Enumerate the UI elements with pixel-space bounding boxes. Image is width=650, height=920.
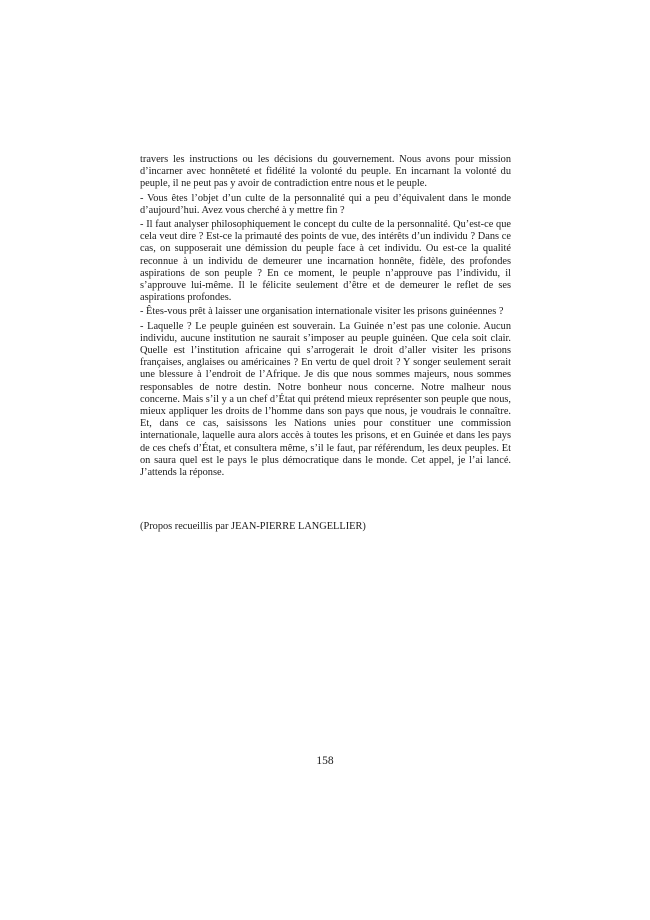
page-number: 158	[316, 755, 334, 767]
question-personality-cult: - Vous êtes l’objet d’un culte de la personnalité qui a peu d’équivalent dans le monde d’aujourd’hui. Avez vous cherché à y mettre fin ?	[140, 192, 511, 216]
body-text	[140, 154, 511, 481]
answer-prisons: - Laquelle ? Le peuple guinéen est souverain. La Guinée n’est pas une colonie. Aucun individu, aucune institution ne saurait s’imposer au peuple guinéen. Que cela soit clair. Quelle est l’institution africaine qui s’arrogerait le droit d’aller visiter les prisons françaises, anglaises ou américaines ? En vertu de quel droit ? Y songer seulement serait une blessure à l’endroit de l’Afrique. Je dis que nous sommes majeurs, nous sommes responsables de notre destin. Notre bonheur nous concerne. Notre malheur nous concerne. Mais s’il y a un chef d’État qui prétend mieux représenter son peuple que nous, mieux appliquer les droits de l’homme dans son pays que nous, je voudrais le connaître. Et, dans ce cas, saisissons les Nations unies pour constituer une commission internationale, laquelle aura alors accès à toutes les prisons, et en Guinée et dans les pays de ces chefs d’État, et consultera même, s’il le faut, par référendum, les deux peuples. Et on saura quel est le pays le plus démocratique dans le monde. Cet appel, je l’ai lancé. J’attends la réponse.	[140, 320, 511, 479]
answer-personality-cult: - Il faut analyser philosophiquement le concept du culte de la personnalité. Qu’est-ce que cela veut dire ? Est-ce la primauté des points de vue, des intérêts d’un individu ? Dans ce cas, on supposerait une démission du peuple face à cet individu. Ou est-ce la qualité reconnue à un individu de demeurer une incarnation honnête, fidèle, des profondes aspirations de son peuple ? En ce moment, le peuple n’approuve pas l’individu, il s’approuve lui-même. Il le félicite seulement d’être et de demeurer le reflet de ses aspirations profondes.	[140, 219, 511, 304]
question-prisons: - Êtes-vous prêt à laisser une organisation internationale visiter les prisons guinéennes ?	[140, 306, 504, 318]
paragraph-intro: travers les instructions ou les décisions du gouvernement. Nous avons pour mission d’incarner avec honnêteté et fidélité la volonté du peuple. En incarnant la volonté du peuple, il ne peut pas y avoir de contradiction entre nous et le peuple.	[140, 154, 511, 190]
byline: (Propos recueillis par JEAN-PIERRE LANGELLIER)	[140, 521, 366, 532]
